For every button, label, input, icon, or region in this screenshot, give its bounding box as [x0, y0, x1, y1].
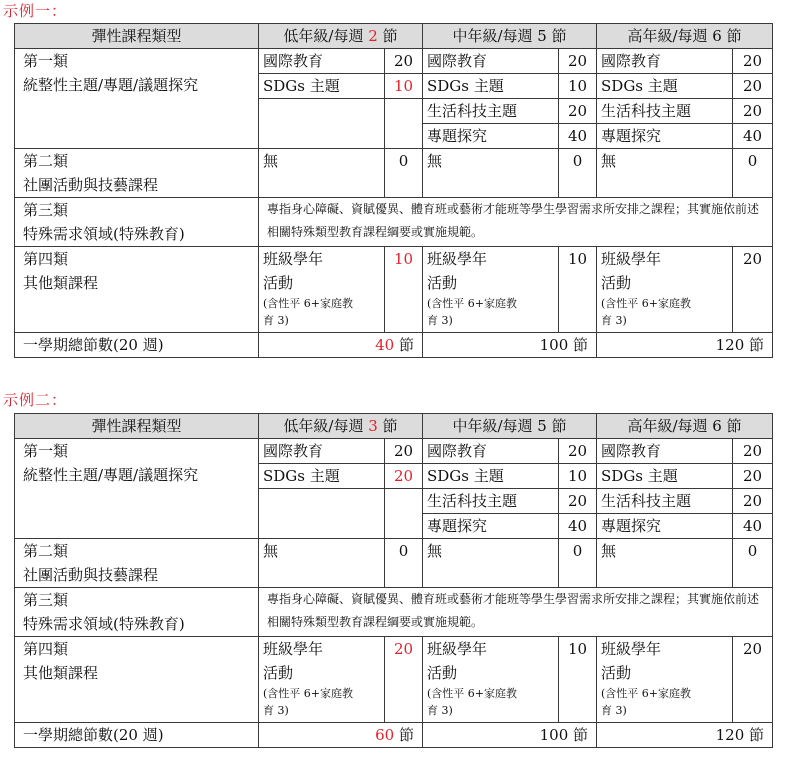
total-low: 40 節	[259, 333, 423, 358]
total-label: 一學期總節數(20 週)	[15, 333, 259, 358]
cell-label: SDGs 主題	[423, 74, 559, 99]
cat2-label: 第二類 社團活動與技藝課程	[15, 149, 259, 198]
cell-num: 40	[733, 124, 773, 149]
cat4-label: 第四類 其他類課程	[15, 637, 259, 723]
cell-label: SDGs 主題	[597, 464, 733, 489]
cell-num: 20	[559, 439, 597, 464]
cell-num: 20	[559, 49, 597, 74]
header-row	[15, 24, 773, 49]
cell-label: 生活科技主題	[597, 99, 733, 124]
cell-num: 20	[559, 99, 597, 124]
cell-label: 無	[259, 149, 385, 198]
example-title: 示例一：	[3, 2, 68, 20]
cell-activity: 班級學年 活動 (含性平 6+家庭教 育 3)	[423, 637, 559, 723]
cell-num: 40	[559, 124, 597, 149]
cell-num: 20	[733, 637, 773, 723]
course-table	[14, 23, 773, 358]
header-row	[15, 414, 773, 439]
cat3-label: 第三類 特殊需求領域(特殊教育)	[15, 588, 259, 637]
header-type: 彈性課程類型	[15, 24, 259, 49]
cell-num: 10	[559, 247, 597, 333]
cat2-label: 第二類 社團活動與技藝課程	[15, 539, 259, 588]
empty-cell	[385, 489, 423, 539]
cell-num: 10	[559, 74, 597, 99]
cat1-row	[15, 49, 773, 74]
cell-num: 20	[733, 49, 773, 74]
header-high: 高年級/每週 6 節	[597, 24, 773, 49]
cell-num: 0	[559, 539, 597, 588]
total-mid: 100 節	[423, 333, 597, 358]
cat4-row	[15, 247, 773, 333]
cell-activity: 班級學年 活動 (含性平 6+家庭教 育 3)	[423, 247, 559, 333]
cell-num: 20	[733, 99, 773, 124]
cat3-row	[15, 588, 773, 637]
empty-cell	[259, 489, 385, 539]
cell-label: 國際教育	[597, 49, 733, 74]
cell-num: 10	[385, 74, 423, 99]
course-table	[14, 413, 773, 748]
cell-num: 0	[733, 539, 773, 588]
cell-label: 無	[423, 539, 559, 588]
cell-num: 20	[733, 74, 773, 99]
header-mid: 中年級/每週 5 節	[423, 414, 597, 439]
cell-num: 20	[385, 49, 423, 74]
cell-num: 20	[559, 489, 597, 514]
cell-num: 10	[559, 637, 597, 723]
total-low: 60 節	[259, 723, 423, 748]
total-high: 120 節	[597, 333, 773, 358]
cell-label: 無	[597, 539, 733, 588]
cell-label: 國際教育	[259, 49, 385, 74]
cell-label: 專題探究	[597, 514, 733, 539]
cell-label: SDGs 主題	[259, 74, 385, 99]
cat4-row	[15, 637, 773, 723]
cell-label: 專題探究	[423, 514, 559, 539]
cell-num: 20	[385, 637, 423, 723]
cat1-label: 第一類 統整性主題/專題/議題探究	[15, 439, 259, 539]
cell-num: 10	[385, 247, 423, 333]
cell-num: 20	[733, 489, 773, 514]
cell-num: 20	[733, 464, 773, 489]
cat4-label: 第四類 其他類課程	[15, 247, 259, 333]
example-title: 示例二：	[3, 391, 68, 409]
cell-num: 20	[385, 439, 423, 464]
cell-num: 40	[733, 514, 773, 539]
total-row	[15, 333, 773, 358]
cat1-label: 第一類 統整性主題/專題/議題探究	[15, 49, 259, 149]
cell-label: 國際教育	[423, 439, 559, 464]
cell-activity: 班級學年 活動 (含性平 6+家庭教 育 3)	[259, 247, 385, 333]
cell-label: 專題探究	[423, 124, 559, 149]
cell-label: 生活科技主題	[597, 489, 733, 514]
cell-activity: 班級學年 活動 (含性平 6+家庭教 育 3)	[597, 247, 733, 333]
cell-label: 生活科技主題	[423, 489, 559, 514]
total-high: 120 節	[597, 723, 773, 748]
cell-num: 0	[559, 149, 597, 198]
cat3-label: 第三類 特殊需求領域(特殊教育)	[15, 198, 259, 247]
total-row	[15, 723, 773, 748]
cell-label: 無	[597, 149, 733, 198]
cell-num: 0	[733, 149, 773, 198]
cell-label: 國際教育	[259, 439, 385, 464]
cell-num: 0	[385, 539, 423, 588]
cat3-note: 專指身心障礙、資賦優異、體育班或藝術才能班等學生學習需求所安排之課程；其實施依前述相關特殊類型教育課程綱要或實施規範。	[259, 588, 773, 637]
cell-num: 20	[733, 247, 773, 333]
cat3-note: 專指身心障礙、資賦優異、體育班或藝術才能班等學生學習需求所安排之課程；其實施依前述相關特殊類型教育課程綱要或實施規範。	[259, 198, 773, 247]
cell-activity: 班級學年 活動 (含性平 6+家庭教 育 3)	[597, 637, 733, 723]
cell-num: 20	[733, 439, 773, 464]
cell-label: SDGs 主題	[423, 464, 559, 489]
cell-label: 國際教育	[597, 439, 733, 464]
header-mid: 中年級/每週 5 節	[423, 24, 597, 49]
empty-cell	[259, 99, 385, 149]
empty-cell	[385, 99, 423, 149]
cell-label: 無	[423, 149, 559, 198]
header-high: 高年級/每週 6 節	[597, 414, 773, 439]
cell-activity: 班級學年 活動 (含性平 6+家庭教 育 3)	[259, 637, 385, 723]
cell-label: 生活科技主題	[423, 99, 559, 124]
cat1-row	[15, 439, 773, 464]
header-type: 彈性課程類型	[15, 414, 259, 439]
cell-num: 10	[559, 464, 597, 489]
cell-num: 0	[385, 149, 423, 198]
total-label: 一學期總節數(20 週)	[15, 723, 259, 748]
cat2-row	[15, 539, 773, 588]
cell-label: SDGs 主題	[259, 464, 385, 489]
cell-label: 無	[259, 539, 385, 588]
cell-label: SDGs 主題	[597, 74, 733, 99]
total-mid: 100 節	[423, 723, 597, 748]
cat3-row	[15, 198, 773, 247]
header-low: 低年級/每週 3 節	[259, 414, 423, 439]
cell-label: 國際教育	[423, 49, 559, 74]
header-low: 低年級/每週 2 節	[259, 24, 423, 49]
cell-num: 20	[385, 464, 423, 489]
cell-label: 專題探究	[597, 124, 733, 149]
cat2-row	[15, 149, 773, 198]
cell-num: 40	[559, 514, 597, 539]
